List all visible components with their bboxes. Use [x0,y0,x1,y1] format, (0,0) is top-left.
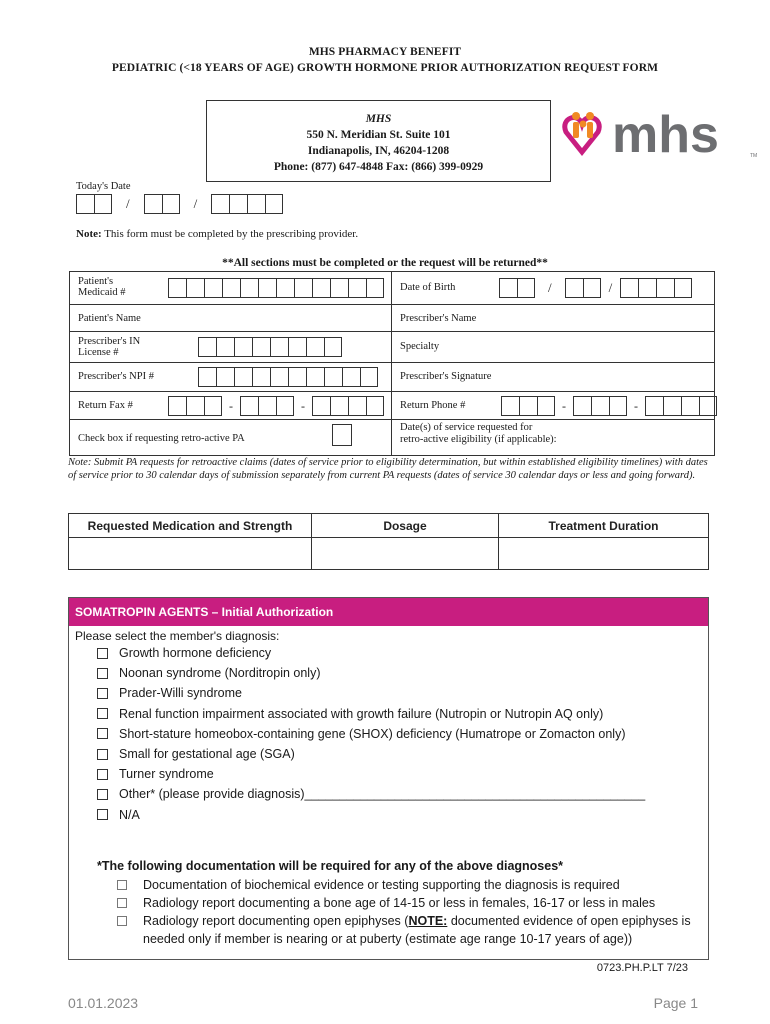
diagnosis-option-prader-willi[interactable]: Prader-Willi syndrome [97,683,708,703]
patient-prescriber-grid [69,271,715,456]
return-fax-cell [70,392,392,419]
patient-medicaid-label-2: Medicaid # [78,287,126,298]
diagnosis-option-ghd[interactable]: Growth hormone deficiency [97,643,708,663]
prescriber-signature-field[interactable] [392,363,714,391]
bullet-box-icon [117,880,127,890]
specialty-label: Specialty [400,341,440,352]
form-title-line1: MHS PHARMACY BENEFIT [308,46,462,58]
checkbox-icon[interactable] [97,688,108,699]
diagnosis-option-sga[interactable]: Small for gestational age (SGA) [97,744,708,764]
somatropin-header: SOMATROPIN AGENTS – Initial Authorization [69,598,708,626]
dates-of-service-label-2: retro-active eligibility (if applicable): [400,434,557,445]
retro-check-cell [70,420,392,455]
mhs-logo [560,104,760,164]
diagnosis-intro: Please select the member's diagnosis: [75,629,280,643]
dosage-input[interactable] [312,538,499,570]
patient-name-label: Patient's Name [78,313,141,324]
provider-note-text: This form must be completed by the prescribing provider. [101,228,359,240]
checkbox-icon[interactable] [97,728,108,739]
patient-medicaid-label-1: Patient's [78,276,114,287]
bullet-box-icon [117,916,127,926]
provider-note-label: Note: [76,228,102,240]
col-medication: Requested Medication and Strength [69,514,312,538]
prescriber-in-label-1: Prescriber's IN [78,336,141,347]
return-fax-label: Return Fax # [78,400,133,411]
return-phone-label: Return Phone # [400,400,466,411]
patient-name-field[interactable] [70,305,392,331]
medication-input[interactable] [69,538,312,570]
address-street: 550 N. Meridian St. Suite 101 [306,129,451,141]
logo-figures-icon [565,112,599,152]
checkbox-icon[interactable] [97,809,108,820]
prescriber-in-label-2: License # [78,347,119,358]
todays-date-field[interactable]: / / [76,194,283,214]
dob-field[interactable]: / / [499,278,692,298]
diagnosis-option-turner[interactable]: Turner syndrome [97,764,708,784]
diagnosis-option-shox[interactable]: Short-stature homeobox-containing gene (SHOX) deficiency (Humatrope or Zomacton only) [97,724,708,744]
license-number-field[interactable] [198,337,342,357]
patient-medicaid-cell [70,272,392,304]
specialty-field[interactable] [392,332,714,362]
bullet-box-icon [117,898,127,908]
return-fax-field[interactable]: - - [168,396,384,416]
required-banner: **All sections must be completed or the request will be returned** [222,257,548,269]
return-phone-cell [392,392,714,419]
dob-label: Date of Birth [400,282,456,293]
prescriber-signature-label: Prescriber's Signature [400,371,492,382]
prescriber-name-label: Prescriber's Name [400,313,477,324]
provider-note [76,228,358,240]
diagnosis-option-na[interactable]: N/A [97,805,708,825]
todays-date-label: Today's Date [76,181,131,192]
retro-checkbox[interactable] [332,424,352,446]
footer-date: 01.01.2023 [68,995,139,1011]
logo-tm: TM [750,153,758,159]
checkbox-icon[interactable] [97,749,108,760]
address-org: MHS [365,113,392,125]
checkbox-icon[interactable] [97,769,108,780]
diagnosis-option-renal[interactable]: Renal function impairment associated with growth failure (Nutropin or Nutropin AQ only) [97,704,708,724]
prescriber-license-cell [70,332,392,362]
form-title-line2: PEDIATRIC (<18 YEARS OF AGE) GROWTH HORMONE PRIOR AUTHORIZATION REQUEST FORM [111,62,659,74]
col-duration: Treatment Duration [499,514,709,538]
logo-text: mhs [612,106,719,164]
diagnosis-option-noonan[interactable]: Noonan syndrome (Norditropin only) [97,663,708,683]
checkbox-icon[interactable] [97,708,108,719]
prescriber-npi-cell [70,363,392,391]
checkbox-icon[interactable] [97,668,108,679]
medicaid-number-field[interactable] [168,278,384,298]
duration-input[interactable] [499,538,709,570]
somatropin-section [68,597,709,960]
address-city: Indianapolis, IN, 46204-1208 [307,145,450,157]
checkbox-icon[interactable] [97,789,108,800]
dates-of-service-field[interactable] [392,420,714,455]
retro-check-label: Check box if requesting retro-active PA [78,433,245,444]
col-dosage: Dosage [312,514,499,538]
page-number: Page 1 [653,995,698,1011]
npi-number-field[interactable] [198,367,378,387]
return-phone-field[interactable]: - - [501,396,717,416]
documentation-item: Radiology report documenting a bone age of 14-15 or less in females, 16-17 or less in males [117,894,697,912]
retro-note: Note: Submit PA requests for retroactive claims (dates of service prior to eligibility determination, but within established eligibility timelines) with dates of service prior to 30 calendar days of submission separately from current PA requests (dates of service 30 calendar days or less and going forward). [68,457,708,481]
documentation-header: *The following documentation will be required for any of the above diagnoses* [97,858,564,873]
documentation-item: Radiology report documenting open epiphyses (NOTE: documented evidence of open epiphyses is needed only if member is nearing or at puberty (estimate age range 10-17 years of age)) [117,912,697,948]
documentation-item: Documentation of biochemical evidence or testing supporting the diagnosis is required [117,876,697,894]
prescriber-name-field[interactable] [392,305,714,331]
note-emphasis: NOTE: [408,913,448,928]
dob-cell [392,272,714,304]
medication-table [68,513,709,570]
dates-of-service-label-1: Date(s) of service requested for [400,422,533,433]
prescriber-npi-label: Prescriber's NPI # [78,371,154,382]
form-code: 0723.PH.P.LT 7/23 [596,962,688,974]
address-contact: Phone: (877) 647-4848 Fax: (866) 399-0929 [273,161,484,173]
diagnosis-option-other[interactable]: Other* (please provide diagnosis)_________________________________________________ [97,784,708,804]
checkbox-icon[interactable] [97,648,108,659]
address-box [206,100,551,182]
